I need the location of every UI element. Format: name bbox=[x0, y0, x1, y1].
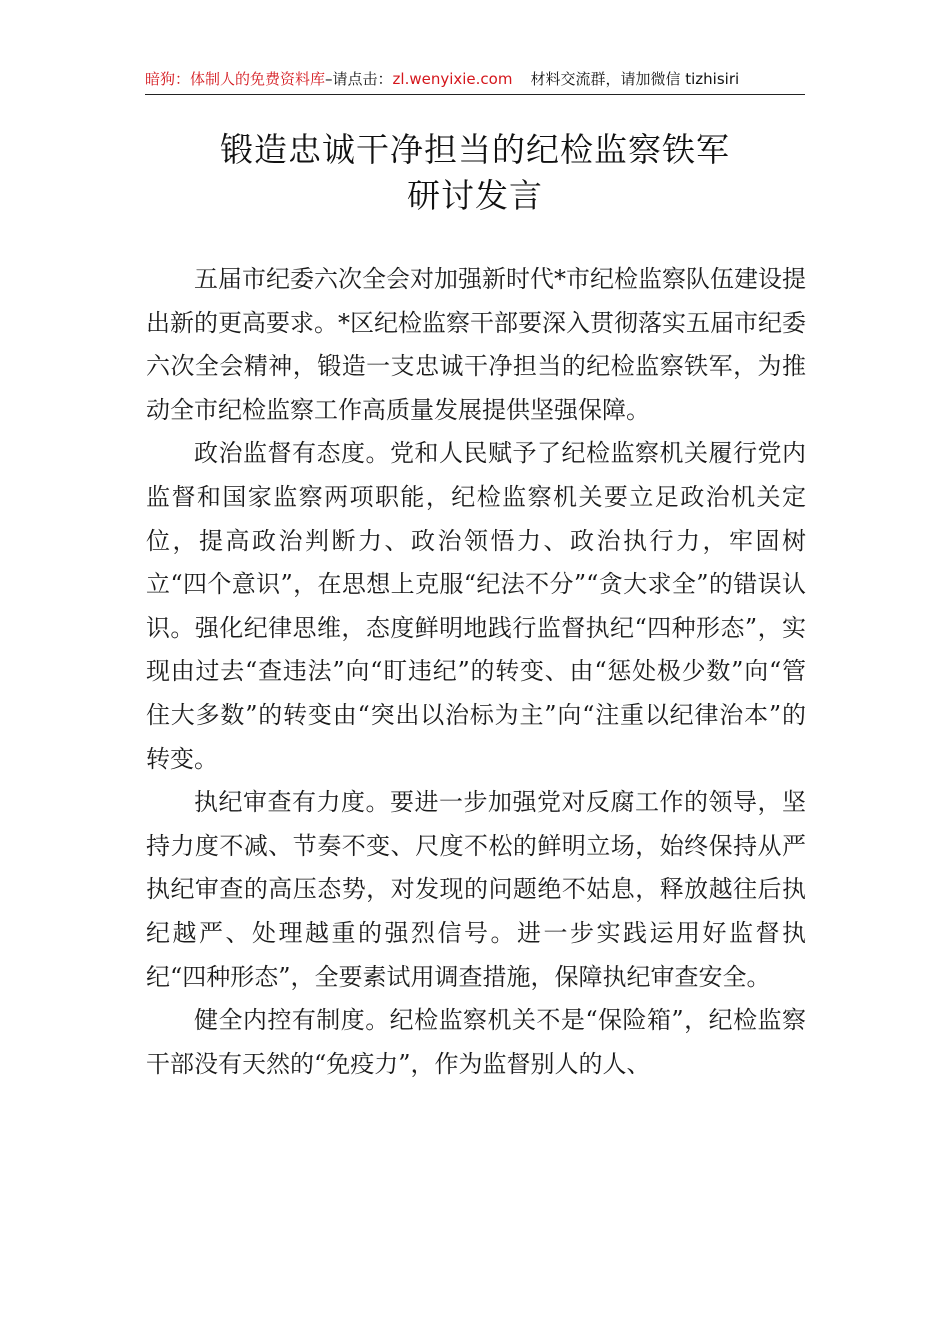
paragraph-political-supervision: 政治监督有态度。党和人民赋予了纪检监察机关履行党内监督和国家监察两项职能，纪检监察机关要立足政治机关定位，提高政治判断力、政治领悟力、政治执行力，牢固树立“四个意识”，在思想上克服“纪法不分”“贪大求全”的错误认识。强化纪律思维，态度鲜明地践行监督执纪“四种形态”，实现由过去“查违法”向“盯违纪”的转变、由“惩处极少数”向“管住大多数”的转变由“突出以治标为主”向“注重以纪律治本”的转变。 bbox=[146, 439, 806, 773]
header-brand: 暗狗：体制人的免费资料库 bbox=[145, 70, 326, 88]
document-title-line-1: 锻造忠诚干净担当的纪检监察铁军 bbox=[220, 130, 730, 169]
document-body bbox=[146, 258, 806, 1086]
paragraph-internal-control: 健全内控有制度。纪检监察机关不是“保险箱”，纪检监察干部没有天然的“免疫力”，作为监督别人的人、 bbox=[146, 1006, 806, 1078]
header-group-text: 材料交流群，请加微信 tizhisiri bbox=[530, 70, 740, 88]
header-url-link[interactable]: zl.wenyixie.com bbox=[392, 70, 513, 88]
page-header bbox=[145, 68, 805, 95]
header-click-prefix: –请点击： bbox=[325, 70, 393, 88]
paragraph-discipline-review: 执纪审查有力度。要进一步加强党对反腐工作的领导，坚持力度不减、节奏不变、尺度不松的鲜明立场，始终保持从严执纪审查的高压态势，对发现的问题绝不姑息，释放越往后执纪越严、处理越重的强烈信号。进一步实践运用好监督执纪“四种形态”，全要素试用调查措施，保障执纪审查安全。 bbox=[146, 788, 806, 991]
document-title-line-2: 研讨发言 bbox=[407, 176, 543, 215]
paragraph-intro: 五届市纪委六次全会对加强新时代*市纪检监察队伍建设提出新的更高要求。*区纪检监察干部要深入贯彻落实五届市纪委六次全会精神，锻造一支忠诚干净担当的纪检监察铁军，为推动全市纪检监察工作高质量发展提供坚强保障。 bbox=[146, 265, 806, 424]
